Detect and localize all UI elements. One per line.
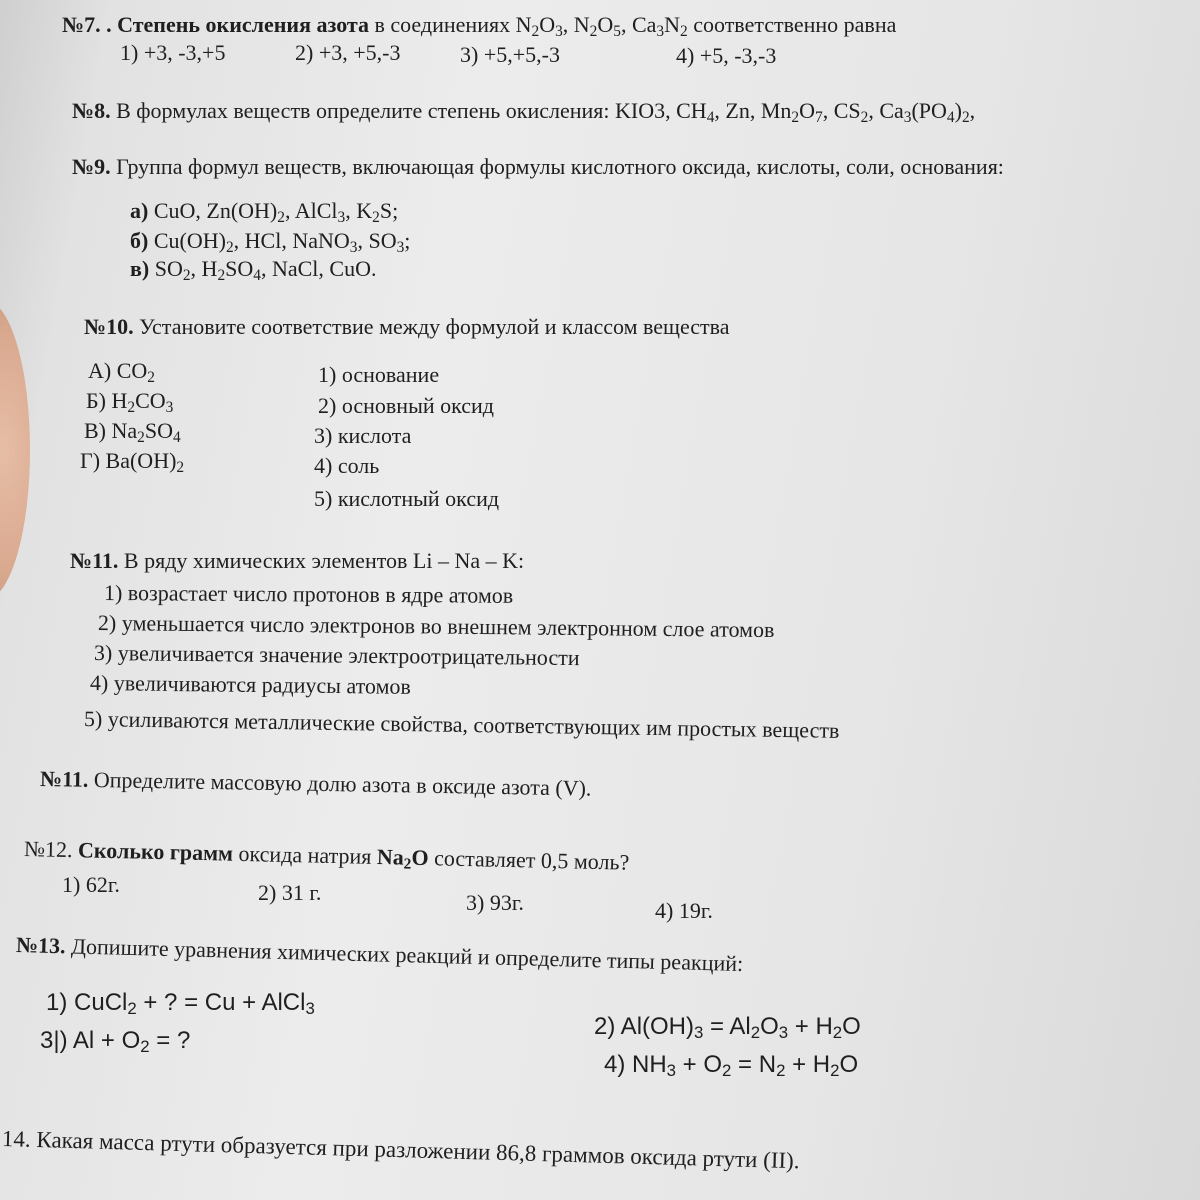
q10-right-5: 5) кислотный оксид [314, 486, 500, 511]
q7-answer-4: 4) +5, -3,-3 [676, 43, 777, 68]
question-12: №12. Сколько грамм оксида натрия $Na_2O$ составляет 0,5 моль? [23, 836, 630, 875]
q11a-item-3: 3) увеличивается значение электроотрицательности [93, 640, 580, 671]
q10-left-a: А) $CO_2$ [88, 358, 155, 386]
q11a-number: №11. [70, 548, 119, 573]
q12-number: №12. [23, 836, 73, 863]
q12-answer-1: 1) 62г. [62, 872, 120, 897]
q10-left-c: В) $Na_2SO_4$ [84, 418, 181, 446]
q12-answer-3: 3) 93г. [466, 890, 524, 915]
q11a-item-5: 5) усиливаются металлические свойства, соответствующих им простых веществ [83, 706, 840, 743]
question-14: 14. Какая масса ртути образуется при разложении 86,8 граммов оксида ртути (II). [1, 1126, 800, 1174]
q9-number: №9. [72, 154, 111, 179]
q13-number: №13. [15, 932, 66, 959]
q13-reaction-4: 4) $NH_3 + O_2 = N_2 + H_2O$ [604, 1051, 859, 1081]
q11a-item-1: 1) возрастает число протонов в ядре атомов [103, 580, 514, 608]
q7-number: №7. . [62, 12, 112, 37]
q13-reaction-3: 3|) $Al + O_2$ = ? [40, 1027, 191, 1057]
q11a-item-2: 2) уменьшается число электронов во внешнем электронном слое атомов [97, 610, 775, 643]
question-11b: №11. Определите массовую долю азота в оксиде азота (V). [39, 766, 592, 801]
q7-bold-text: Степень окисления азота [117, 12, 370, 37]
q8-number: №8. [72, 98, 111, 123]
q11a-item-4: 4) увеличиваются радиусы атомов [89, 670, 412, 699]
q7-answer-2: 2) +3, +5,-3 [295, 40, 401, 65]
finger-edge [0, 300, 30, 600]
q10-right-2: 2) основный оксид [318, 393, 494, 418]
q10-right-1: 1) основание [318, 362, 440, 387]
q9-option-b: б) $Cu(OH)_2$, HCl, NaNO$_3$, $SO_3$; [130, 228, 411, 256]
q11b-number: №11. [39, 766, 89, 792]
q13-reaction-1: 1) CuCl$_2$ + ? = Cu + AlCl$_3$ [46, 989, 315, 1019]
question-10: №10. Установите соответствие между формулой и классом вещества [84, 314, 730, 339]
q10-right-3: 3) кислота [314, 423, 412, 448]
question-8: №8. В формулах веществ определите степень окисления: KIO3, $CH_4$, Zn, $Mn_2O_7$, $CS_2$, $Ca_3(PO_4)_2$, [72, 98, 976, 126]
q9-option-a: а) CuO, $Zn(OH)_2$, AlCl$_3$, $K_2S$; [130, 198, 399, 226]
q12-answer-2: 2) 31 г. [258, 880, 322, 905]
q10-number: №10. [84, 314, 134, 339]
q12-answer-4: 4) 19г. [655, 898, 713, 923]
q10-left-d: Г) $Ba(OH)_2$ [80, 448, 185, 476]
question-9: №9. Группа формул веществ, включающая формулы кислотного оксида, кислоты, соли, основания: [72, 154, 1004, 179]
question-11a: №11. В ряду химических элементов Li – Na – K: [70, 548, 525, 573]
q7-answer-3: 3) +5,+5,-3 [460, 42, 560, 67]
question-7: №7. . Степень окисления азота в соединениях $N_2O_3$, $N_2O_5$, $Ca_3N_2$ соответственно равна [62, 12, 897, 40]
q13-reaction-2: 2) $Al(OH)_3 = Al_2O_3 + H_2O$ [594, 1013, 861, 1043]
q10-right-4: 4) соль [314, 453, 380, 478]
q10-left-b: Б) $H_2CO_3$ [86, 388, 174, 416]
q7-answer-1: 1) +3, -3,+5 [120, 40, 226, 65]
q9-option-c: в) $SO_2$, $H_2SO_4$, NaCl, CuO. [130, 256, 377, 284]
question-13: №13. Допишите уравнения химических реакций и определите типы реакций: [15, 932, 744, 977]
